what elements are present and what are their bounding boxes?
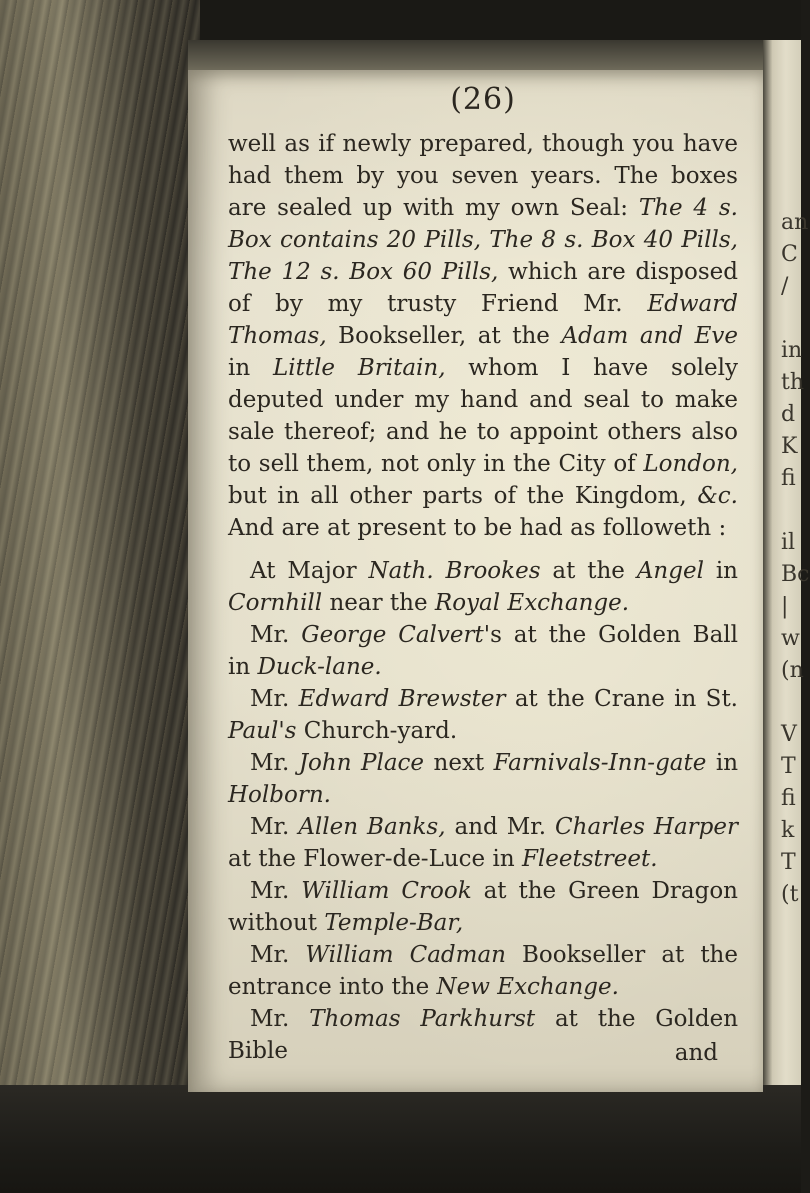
facing-page-fragment: (n bbox=[781, 658, 804, 683]
left-page-edges bbox=[0, 0, 200, 1193]
book-page bbox=[188, 70, 763, 1092]
bottom-shadow bbox=[0, 1085, 801, 1193]
seller-entry: Mr. William Crook at the Green Dragon without Temple-Bar, bbox=[228, 878, 738, 936]
facing-page-fragment: d bbox=[781, 402, 796, 427]
seller-entry: At Major Nath. Brookes at the Angel in Cornhill near the Royal Exchange. bbox=[228, 558, 738, 616]
facing-page-fragment: V bbox=[781, 722, 797, 747]
facing-page-fragment: T bbox=[781, 754, 796, 779]
facing-page-fragment: w bbox=[781, 626, 800, 651]
seller-entry: Mr. Edward Brewster at the Crane in St. Paul's Church-yard. bbox=[228, 686, 738, 744]
facing-page-fragment: fi bbox=[781, 786, 796, 811]
facing-page-fragment: fi bbox=[781, 466, 796, 491]
seller-entry: Mr. John Place next Farnivals-Inn-gate in Holborn. bbox=[228, 750, 739, 808]
facing-page-fragment: / bbox=[781, 274, 789, 299]
page-number: (26) bbox=[450, 82, 516, 117]
facing-page-fragment: | bbox=[781, 594, 789, 619]
top-shadow bbox=[188, 40, 763, 70]
seller-entry: Mr. Thomas Parkhurst at the Golden Bible bbox=[228, 1006, 739, 1064]
catchword: and bbox=[674, 1040, 718, 1066]
facing-page-fragment: K bbox=[781, 434, 798, 459]
facing-page-fragment: T bbox=[781, 850, 796, 875]
facing-page-fragment: k bbox=[781, 818, 795, 843]
facing-page-fragment: Bc bbox=[781, 562, 810, 587]
facing-page-edge bbox=[763, 40, 810, 1100]
facing-page-fragment: in bbox=[781, 338, 803, 363]
facing-page-fragment: (t bbox=[781, 882, 799, 907]
opening-paragraph: well as if newly prepared, though you have had them by you seven years. The boxes are sealed up with my own Seal: The 4 s. Box contains 20 Pills, The 8 s. Box 40 Pills, The 12 s. Box 60 Pills, which are disposed of by my trusty Friend Mr. Edward Thomas, Bookseller, at the Adam and Eve in Little Britain, whom I have solely deputed under my hand and seal to make sale thereof; and he to appoint others also to sell them, not only in the City of London, but in all other parts of the Kingdom, &c. And are at present to be had as followeth : bbox=[228, 131, 738, 541]
facing-page-fragment: an bbox=[781, 210, 809, 235]
seller-entry: Mr. Allen Banks, and Mr. Charles Harper at the Flower-de-Luce in Fleetstreet. bbox=[228, 814, 738, 872]
seller-entry: Mr. William Cadman Bookseller at the entrance into the New Exchange. bbox=[228, 942, 738, 1000]
facing-page-fragment: il bbox=[781, 530, 796, 555]
seller-entry: Mr. George Calvert's at the Golden Ball in Duck-lane. bbox=[228, 622, 739, 680]
facing-page-fragment: th bbox=[781, 370, 805, 395]
facing-page-fragment: C bbox=[781, 242, 798, 267]
